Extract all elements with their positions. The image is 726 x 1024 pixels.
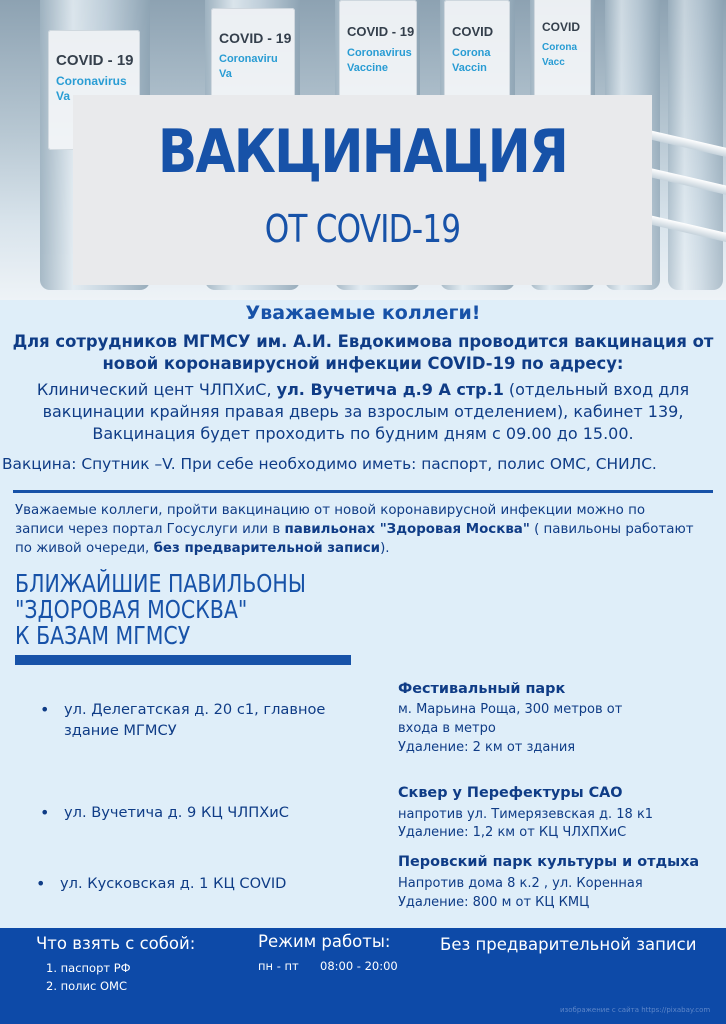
vial-subtitle: Coronavirus Vaccine	[347, 47, 412, 74]
take-item: 2. полис ОМС	[46, 979, 127, 993]
section-title: БЛИЖАЙШИЕ ПАВИЛЬОНЫ "ЗДОРОВАЯ МОСКВА" К БАЗАМ МГМСУ	[15, 569, 306, 650]
take-item: 1. паспорт РФ	[46, 961, 131, 975]
park-detail: Напротив дома 8 к.2 , ул. Коренная	[398, 876, 643, 891]
no-booking-text: Без предварительной записи	[440, 935, 697, 954]
park-name: Перовский парк культуры и отдыха	[398, 854, 700, 870]
notice-text: Уважаемые коллеги, пройти вакцинацию от новой коронавирусной инфекции можно по записи через портал Госуслуги или в павильонах "Здоровая Москва" ( павильоны работают по живой очереди, без предварительной записи).	[15, 503, 694, 556]
notice-bold: без предварительной записи	[153, 541, 381, 556]
vial-subtitle: Corona Vacc	[542, 42, 577, 68]
divider-line	[13, 490, 713, 493]
vial-subtitle: Coronavirus Va	[56, 74, 127, 103]
greeting-heading: Уважаемые коллеги!	[245, 302, 481, 324]
park-detail: Удаление: 800 м от КЦ КМЦ	[398, 895, 590, 910]
hours-time: 08:00 - 20:00	[320, 959, 398, 973]
park-detail: м. Марьина Роща, 300 метров от	[398, 702, 623, 717]
bullet-icon: •	[40, 803, 50, 822]
park-name: Сквер у Перефектуры САО	[398, 785, 623, 801]
vial-title: COVID	[452, 24, 494, 39]
bullet-icon: •	[36, 874, 46, 893]
title-panel	[73, 95, 652, 285]
hours-heading: Режим работы:	[258, 932, 391, 951]
vial-title: COVID - 19	[219, 30, 292, 46]
address-bold: ул. Вучетича д.9 А стр.1	[276, 380, 504, 399]
hours-days: пн - пт	[258, 959, 299, 973]
image-credit: изображение с сайта https://pixabay.com	[560, 1006, 711, 1014]
vial-title: COVID - 19	[347, 24, 415, 39]
park-detail: Удаление: 1,2 км от КЦ ЧЛХПХиС	[398, 825, 627, 840]
page-subtitle: ОТ COVID-19	[264, 207, 461, 251]
page-title: ВАКЦИНАЦИЯ	[157, 117, 568, 187]
park-detail: Удаление: 2 км от здания	[398, 740, 576, 755]
vaccine-note: Вакцина: Спутник –V. При себе необходимо иметь: паспорт, полис ОМС, СНИЛС.	[2, 455, 657, 473]
vial-subtitle: Coronaviru Va	[219, 53, 278, 80]
take-with-you-heading: Что взять с собой:	[36, 934, 196, 953]
hero-image	[0, 0, 726, 300]
notice-bold: павильонах "Здоровая Москва"	[284, 522, 530, 537]
vial-subtitle: Corona Vaccin	[452, 47, 491, 74]
bullet-icon: •	[40, 700, 50, 719]
vial-title: COVID - 19	[56, 52, 134, 69]
park-detail: напротив ул. Тимерязевская д. 18 к1	[398, 807, 654, 822]
intro-bold-text: Для сотрудников МГМСУ им. А.И. Евдокимова проводится вакцинация от новой коронавирусной инфекции COVID-19 по адресу:	[12, 332, 714, 373]
vial-title: COVID	[542, 20, 581, 34]
section-underline	[15, 655, 351, 665]
park-detail: входа в метро	[398, 721, 496, 736]
address-text: Клинический цент ЧЛПХиС, ул. Вучетича д.9 А стр.1 (отдельный вход для вакцинации крайняя правая дверь за взрослым отделением), кабинет 139, Вакцинация будет проходить по будним дням с 09.00 до 15.00.	[36, 380, 690, 443]
park-name: Фестивальный парк	[398, 681, 566, 697]
